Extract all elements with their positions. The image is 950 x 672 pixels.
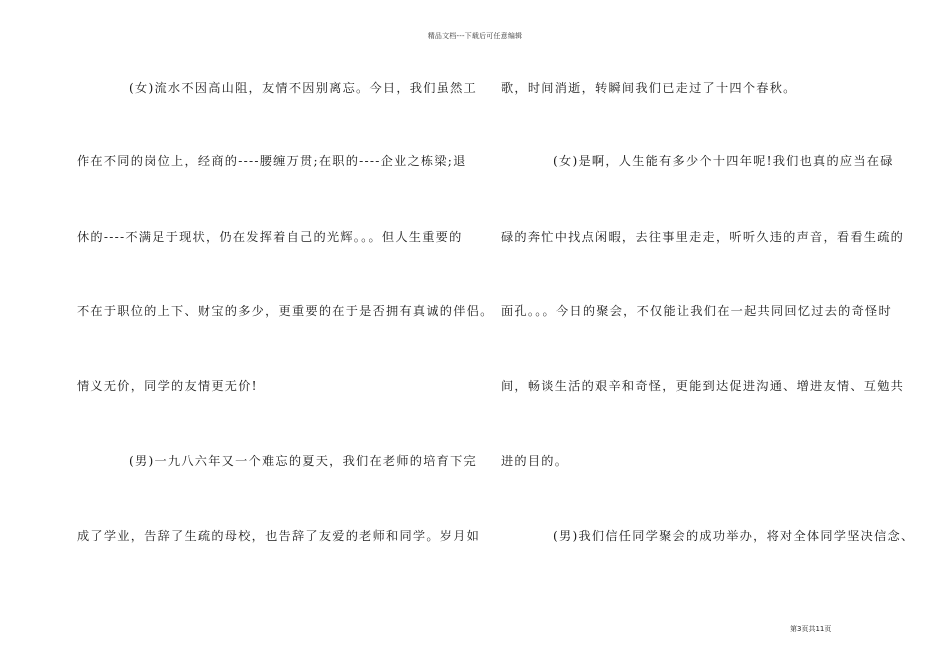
document-header: 精品文档---下载后可任意编辑 [427,32,523,40]
paragraph-line: 面孔。。。今日的聚会，不仅能让我们在一起共同回忆过去的奇怪时 [501,304,892,318]
paragraph-line: 间，畅谈生活的艰辛和奇怪，更能到达促进沟通、增进友情、互勉共 [501,379,905,393]
paragraph-line: (男)一九八六年又一个难忘的夏天，我们在老师的培育下完 [129,454,477,468]
paragraph-line: 作在不同的岗位上，经商的----腰缠万贯;在职的----企业之栋梁;退 [77,154,467,168]
paragraph-line: 不在于职位的上下、财宝的多少，更重要的在于是否拥有真诚的伴侣。 [77,304,494,318]
paragraph-line: 歌，时间消逝，转瞬间我们已走过了十四个春秋。 [501,81,797,95]
paragraph-line: 进的目的。 [501,454,569,468]
paragraph-line: (男)我们信任同学聚会的成功举办，将对全体同学坚决信念、 [553,529,915,543]
paragraph-line: 碌的奔忙中找点闲暇，去往事里走走，听听久违的声音，看看生疏的 [501,230,905,244]
paragraph-line: (女)流水不因高山阻，友情不因别离忘。今日，我们虽然工 [129,81,477,95]
paragraph-line: (女)是啊，人生能有多少个十四年呢!我们也真的应当在碌 [553,154,894,168]
paragraph-line: 成了学业，告辞了生疏的母校，也告辞了友爱的老师和同学。岁月如 [77,529,481,543]
paragraph-line: 情义无价，同学的友情更无价! [77,379,258,393]
paragraph-line: 休的----不满足于现状，仍在发挥着自己的光辉。。。但人生重要的 [77,230,463,244]
page-number: 第3页共11页 [790,625,832,633]
